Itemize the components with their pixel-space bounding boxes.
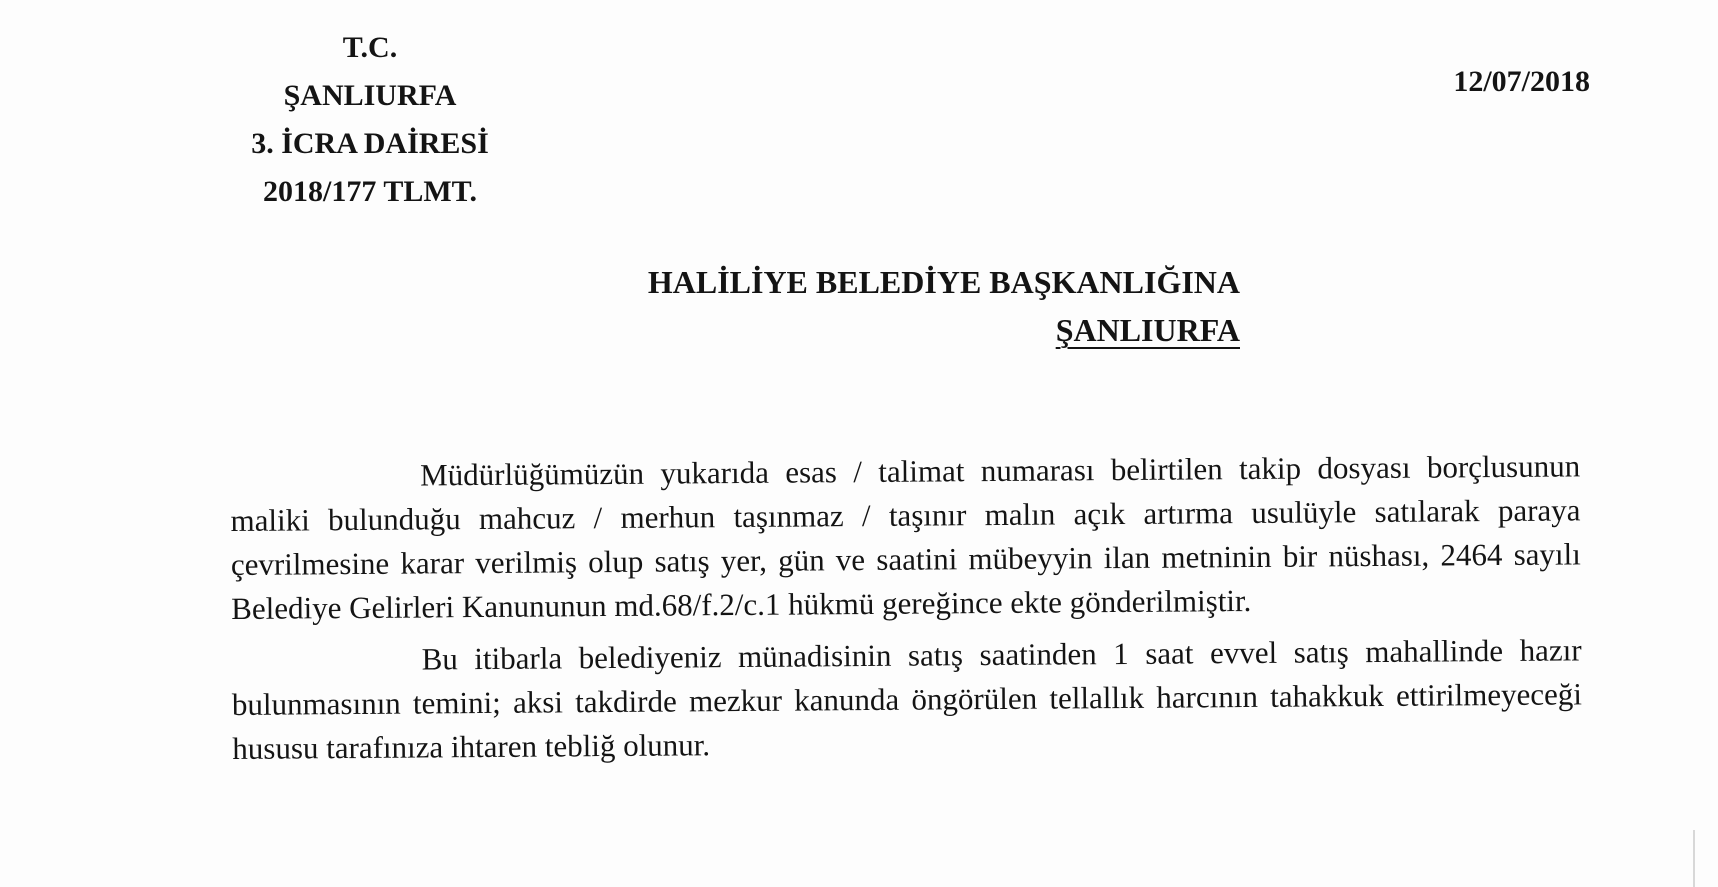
scan-edge-mark	[1693, 830, 1695, 887]
document-date: 12/07/2018	[1453, 65, 1590, 98]
file-number: 2018/177 TLMT.	[263, 175, 477, 208]
recipient-city: ŞANLIURFA	[1055, 312, 1240, 348]
issuer-line-office: 3. İCRA DAİRESİ	[251, 127, 489, 160]
recipient-block	[560, 258, 1240, 354]
letter-body	[230, 444, 1583, 779]
body-paragraph-1: Müdürlüğümüzün yukarıda esas / talimat numarası belirtilen takip dosyası borçlusunun maliki bulunduğu mahcuz / merhun taşınmaz / taşınır malın açık artırma usulüyle satılarak paraya çevrilmesine karar verilmiş olup satış yer, gün ve saatini mübeyyin ilan metninin bir nüshası, 2464 sayılı Belediye Gelirleri Kanununun md.68/f.2/c.1 hükmü gereğince ekte gönderilmiştir.	[230, 448, 1581, 626]
issuer-header	[200, 24, 540, 216]
issuer-line-city: ŞANLIURFA	[283, 79, 457, 112]
recipient-name: HALİLİYE BELEDİYE BAŞKANLIĞINA	[647, 264, 1240, 300]
issuer-line-country: T.C.	[342, 31, 398, 64]
body-paragraph-2: Bu itibarla belediyeniz münadisinin satış saatinden 1 saat evvel satış mahallinde hazır bulunmasının temini; aksi takdirde mezkur kanunda öngörülen tellallık harcının tahakkuk ettirilmeyeceği hususu tarafınıza ihtaren tebliğ olunur.	[231, 632, 1583, 766]
